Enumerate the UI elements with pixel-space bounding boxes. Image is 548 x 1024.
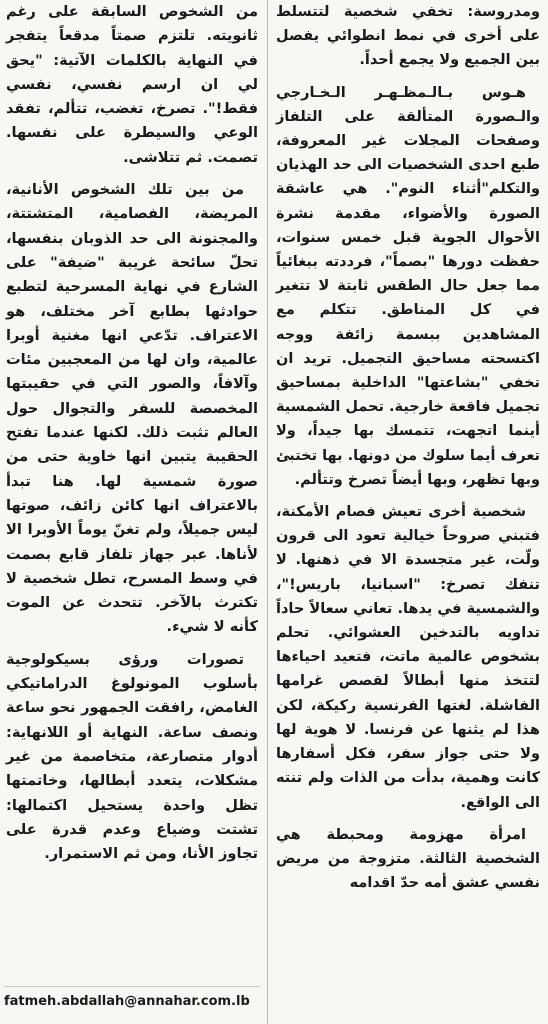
article-column-left — [2, 0, 260, 1024]
paragraph: من بين تلك الشخوص الأنانية، المريضة، الفصامية، المتشتتة، والمجنونة الى حد الذوبان بنفسها، تحلّ سائحة غريبة "ضيفة" على الشارع في نهاية المسرحية لتطبع حوادثها بطابع آخر مختلف، هو الاعتراف. تدّعي انها مغنية أوبرا عالمية، وان لها من المعجبين مئات وآلافاً، والصور التي في حقيبتها المخصصة للسفر والتجوال حول العالم تثبت ذلك. لكنها عندما تفتح الحقيبة يتبين انها خاوية حتى من صورة شمسية لها. هنا تبدأ بالاعتراف انها كائن زائف، صوتها ليس جميلاً، ولم تغنّ يوماً الأوبرا الا لأناها. عبر جهاز تلفاز قابع بصمت في وسط المسرح، تطل شخصية لا تكترث بالآخر. تتحدث عن الموت كأنه لا شيء. — [6, 181, 258, 636]
column-divider — [267, 0, 268, 1024]
paragraph: من الشخوص السابقة على رغم ثانويته. تلتزم صمتاً مدقعاً يتفجر في النهاية بالكلمات الآتية: "يحق لي ان ارسم نفسي، نفسي فقط!". تصرخ، تغضب، تتألم، تفقد الوعي والسيطرة على نفسها. تصمت. ثم تتلاشى. — [6, 3, 258, 166]
signature-divider — [4, 986, 260, 987]
article-column-right — [274, 0, 544, 1024]
paragraph: شخصية أخرى تعيش فصام الأمكنة، فتبني صروحاً خيالية تعود الى قرون ولّت، غير متجسدة الا في ذهنها. لا تنفك تصرخ: "اسبانيا، باريس!"، والشمسية في يدها. تعاني سعالاً حاداً تداويه بالتدخين العشوائي. تحلم بشخوص عالمية ماتت، فتعيد احياءها لتتخذ منها أبطالاً لقصص غرامها الفاشلة. لغتها الفرنسية ركيكة، لكن هذا لم يثنها عن فرنسا. لا هوية لها ولا حتى جواز سفر، فكل أسفارها كانت وهمية، بدأت من الذات ولم تنته الى الواقع. — [276, 504, 540, 811]
paragraph: هـوس بـالـمظـهـر الـخـارجي والـصورة المتألقة على التلفاز وصفحات المجلات غير المعروفة، طبع احدى الشخصيات الى حد الهذيان والتكلم"أثناء النوم". هي عاشقة الصورة والأضواء، مقدمة نشرة الأحوال الجوية قبل خمس سنوات، حفظت دورها "بصماً"، فرددته ببغائياً مما جعل حال الطقس ثابتة لا تتغير في كل المناطق. تتكلم مع المشاهدين ببسمة زائفة ووجه اكتسحته مساحيق التجميل. تريد ان تخفي "بشاعتها" الداخلية بمساحيق تجميل فاقعة خارجية. تحمل الشمسية أينما اتجهت، تتمسك بها جيداً، ولا تعرف أيما سلوك من دونها. بها تختبئ وبها تظهر، وبها أيضاً تصرخ وتتألم. — [276, 84, 540, 488]
paragraph: تصورات ورؤى بسيكولوجية بأسلوب المونولوغ الدراماتيكي الغامض، رافقت الجمهور نحو ساعة ونصف ساعة. النهاية أو اللانهاية: أدوار متصارعة، متخاصمة من غير مشكلات، يتعدد أبطالها، وخاتمتها تظل واحدة يستحيل اكتمالها: تشتت وضياع وعدم قدرة على تجاوز الأنا، ومن ثم الاستمرار. — [6, 650, 258, 863]
paragraph: ومدروسة: تخفي شخصية لتتسلط على أخرى في نمط انطوائي يفصل بين الجميع ولا يجمع أحداً. — [276, 4, 540, 69]
author-email: fatmeh.abdallah@annahar.com.lb — [4, 994, 250, 1009]
paragraph: امرأة مهزومة ومحبطة هي الشخصية الثالثة. متزوجة من مريض نفسي عشق أمه حدّ اقدامه — [276, 826, 540, 892]
